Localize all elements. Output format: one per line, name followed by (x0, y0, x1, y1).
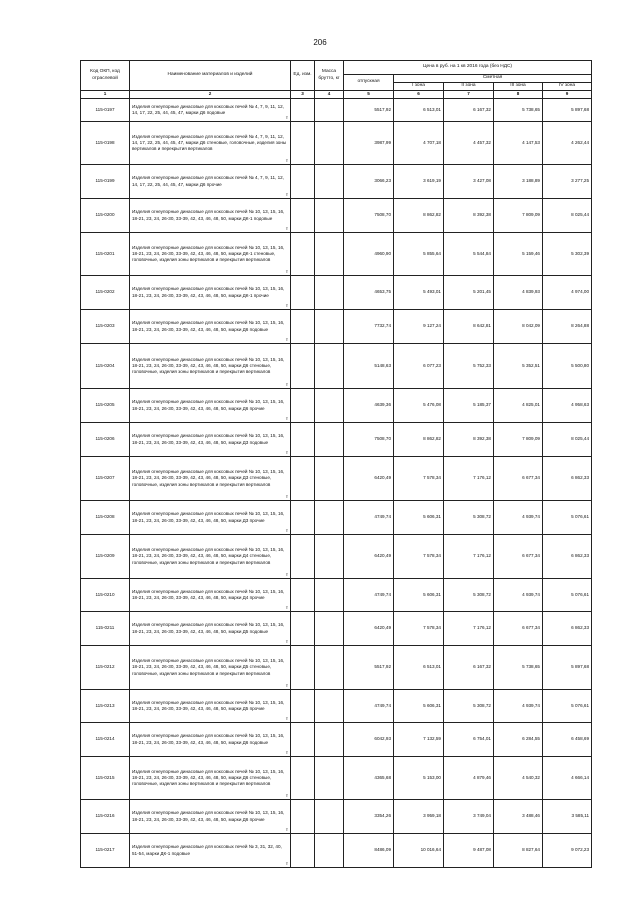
row-name: Изделия огнеупорные динасовые для коксовых печей № 4, 7, 9, 11, 12, 14, 17, 22, 25, 44, 45, 47, марки Д6 подовые (132, 103, 284, 115)
row-name-cell (130, 690, 291, 723)
row-unit: т (285, 604, 288, 610)
row-zone-4-price: 4 666,14 (543, 757, 592, 800)
row-code: 115-0200 (81, 199, 130, 233)
row-zone-4-price: 8 025,44 (543, 423, 592, 457)
row-zone-4-price: 4 958,63 (543, 389, 592, 423)
row-unit: т (285, 302, 288, 308)
column-number: 3 (291, 91, 315, 99)
row-unit: т (285, 638, 288, 644)
row-release-price: 6420,49 (344, 612, 394, 646)
row-mass (315, 199, 344, 233)
row-code: 115-0199 (81, 165, 130, 199)
row-name-cell (130, 501, 291, 535)
row-code: 115-0213 (81, 690, 130, 723)
row-zone-1-price: 7 578,34 (394, 612, 444, 646)
row-zone-3-price: 6 677,34 (494, 535, 543, 579)
table-row (81, 646, 592, 690)
row-mass (315, 310, 344, 344)
row-unit: т (285, 225, 288, 231)
row-code: 115-0214 (81, 723, 130, 757)
row-zone-2-price: 5 185,37 (444, 389, 494, 423)
row-code: 115-0206 (81, 423, 130, 457)
row-release-price: 4749,74 (344, 501, 394, 535)
row-unit-cell (291, 457, 315, 501)
row-zone-1-price: 3 619,19 (394, 165, 444, 199)
row-release-price: 6420,49 (344, 457, 394, 501)
row-zone-2-price: 3 427,08 (444, 165, 494, 199)
row-name: Изделия огнеупорные динасовые для коксовых печей № 4, 7, 9, 11, 12, 14, 17, 22, 25, 44, 45, 47, марки Д6 прочие (132, 175, 284, 187)
row-unit: т (285, 415, 288, 421)
row-name-cell (130, 344, 291, 389)
row-zone-4-price: 5 076,61 (543, 690, 592, 723)
table-row (81, 834, 592, 868)
row-name: Изделия огнеупорные динасовые для коксовых печей № 10, 13, 15, 16, 18-21, 23, 24, 26-30, 33-39, 42, 43, 46, 48, 50, марки Д5 подовые (132, 622, 285, 634)
row-name-cell (130, 165, 291, 199)
table-row (81, 579, 592, 612)
row-zone-3-price: 6 677,34 (494, 457, 543, 501)
column-number: 6 (394, 91, 444, 99)
row-unit-cell (291, 834, 315, 868)
row-zone-3-price: 3 188,89 (494, 165, 543, 199)
row-name: Изделия огнеупорные динасовые для коксовых печей № 10, 13, 15, 16, 18-21, 23, 24, 26-30, 33-39, 42, 43, 46, 48, 50, марки Д6 подовые (132, 320, 285, 332)
row-mass (315, 344, 344, 389)
column-number: 7 (444, 91, 494, 99)
row-zone-2-price: 7 176,12 (444, 535, 494, 579)
table-row (81, 612, 592, 646)
row-mass (315, 122, 344, 165)
row-release-price: 7508,70 (344, 199, 394, 233)
row-unit: т (285, 715, 288, 721)
page-number: 206 (313, 38, 327, 47)
row-release-price: 7732,74 (344, 310, 394, 344)
table-row (81, 199, 592, 233)
table-body (81, 99, 592, 868)
row-release-price: 3987,99 (344, 122, 394, 165)
row-zone-3-price: 5 352,51 (494, 344, 543, 389)
row-zone-4-price: 5 076,61 (543, 501, 592, 535)
row-zone-4-price: 4 262,44 (543, 122, 592, 165)
row-unit-cell (291, 344, 315, 389)
row-name-cell (130, 646, 291, 690)
row-unit: т (285, 157, 288, 163)
row-zone-4-price: 8 264,88 (543, 310, 592, 344)
row-unit: т (285, 527, 288, 533)
row-unit-cell (291, 423, 315, 457)
table-row (81, 535, 592, 579)
row-mass (315, 612, 344, 646)
table-row (81, 344, 592, 389)
row-unit-cell (291, 310, 315, 344)
row-release-price: 4749,74 (344, 690, 394, 723)
row-unit-cell (291, 535, 315, 579)
row-zone-1-price: 6 513,01 (394, 99, 444, 122)
row-code: 115-0209 (81, 535, 130, 579)
row-zone-2-price: 5 308,72 (444, 501, 494, 535)
row-zone-3-price: 4 540,32 (494, 757, 543, 800)
row-mass (315, 423, 344, 457)
row-unit: т (285, 682, 288, 688)
row-name: Изделия огнеупорные динасовые для коксовых печей № 10, 13, 15, 16, 18-21, 23, 24, 26-30, 33-39, 42, 43, 46, 48, 50, марки Д6 подовые (132, 733, 285, 745)
row-mass (315, 646, 344, 690)
row-zone-2-price: 7 176,12 (444, 612, 494, 646)
table-row (81, 276, 592, 310)
row-zone-3-price: 4 939,74 (494, 501, 543, 535)
table-row (81, 389, 592, 423)
column-number: 9 (543, 91, 592, 99)
row-zone-4-price: 6 458,69 (543, 723, 592, 757)
row-zone-3-price: 5 738,65 (494, 646, 543, 690)
row-zone-4-price: 8 025,44 (543, 199, 592, 233)
row-zone-4-price: 5 897,68 (543, 99, 592, 122)
table-row (81, 423, 592, 457)
table-row (81, 122, 592, 165)
row-zone-3-price: 4 939,74 (494, 690, 543, 723)
row-zone-4-price: 6 862,33 (543, 612, 592, 646)
header-unit: Ед. изм. (291, 61, 315, 91)
row-zone-1-price: 5 493,01 (394, 276, 444, 310)
row-name: Изделия огнеупорные динасовые для коксовых печей № 10, 13, 15, 16, 18-21, 23, 24, 26-30, 33-39, 42, 43, 46, 48, 50, марки Д5 прочие (132, 699, 285, 711)
row-zone-2-price: 8 392,38 (444, 423, 494, 457)
header-code: Код ОКП, код отраслевой (81, 61, 130, 91)
row-zone-3-price: 3 488,46 (494, 800, 543, 834)
row-unit: т (285, 449, 288, 455)
column-number-row (81, 91, 592, 99)
column-number: 1 (81, 91, 130, 99)
row-code: 115-0215 (81, 757, 130, 800)
row-name: Изделия огнеупорные динасовые для коксовых печей № 3, 31, 32, 40, 51-54, марки ДК-1 подовые (132, 844, 282, 856)
row-code: 115-0205 (81, 389, 130, 423)
row-name: Изделия огнеупорные динасовые для коксовых печей № 10, 13, 15, 16, 18-21, 23, 24, 26-30, 33-39, 42, 43, 46, 48, 50, марки ДК-1 стеновые, головочные, изделия зоны вертикалов и перекрытия вертикалов (132, 244, 285, 263)
row-name: Изделия огнеупорные динасовые для коксовых печей № 10, 13, 15, 16, 18-21, 23, 24, 26-30, 33-39, 42, 43, 46, 48, 50, марки Д5 стеновые, головочные, изделия зоны вертикалов и перекрытия вертикалов (132, 658, 285, 676)
row-unit-cell (291, 99, 315, 122)
row-zone-4-price: 3 585,11 (543, 800, 592, 834)
table-row (81, 690, 592, 723)
row-zone-2-price: 5 752,33 (444, 344, 494, 389)
row-name: Изделия огнеупорные динасовые для коксовых печей № 10, 13, 15, 16, 18-21, 23, 24, 26-30, 33-39, 42, 43, 46, 48, 50, марки Д4 прочие (132, 588, 285, 600)
row-code: 115-0212 (81, 646, 130, 690)
row-release-price: 4960,90 (344, 233, 394, 276)
row-zone-2-price: 8 642,81 (444, 310, 494, 344)
row-zone-1-price: 4 707,18 (394, 122, 444, 165)
row-release-price: 4365,68 (344, 757, 394, 800)
row-code: 115-0216 (81, 800, 130, 834)
row-name: Изделия огнеупорные динасовые для коксовых печей № 10, 13, 15, 16, 18-21, 23, 24, 26-30, 33-39, 42, 43, 46, 48, 50, марки ДК-1 подовые (132, 209, 285, 221)
row-zone-2-price: 5 201,45 (444, 276, 494, 310)
row-mass (315, 165, 344, 199)
row-zone-2-price: 5 544,84 (444, 233, 494, 276)
row-unit: т (285, 792, 288, 798)
header-zone-3: III зона (494, 83, 543, 91)
row-zone-3-price: 6 284,55 (494, 723, 543, 757)
row-zone-3-price: 4 939,74 (494, 579, 543, 612)
row-zone-2-price: 5 308,72 (444, 579, 494, 612)
row-name: Изделия огнеупорные динасовые для коксовых печей № 10, 13, 15, 16, 18-21, 23, 24, 26-30, 33-39, 42, 43, 46, 48, 50, марки Д6 стеновые, головочные, изделия зоны вертикалов и перекрытия вертикалов (132, 356, 285, 375)
row-mass (315, 800, 344, 834)
row-unit-cell (291, 233, 315, 276)
row-zone-3-price: 7 809,09 (494, 423, 543, 457)
row-name-cell (130, 199, 291, 233)
row-zone-1-price: 5 153,00 (394, 757, 444, 800)
row-zone-4-price: 4 974,00 (543, 276, 592, 310)
row-mass (315, 757, 344, 800)
row-name-cell (130, 457, 291, 501)
row-zone-4-price: 9 072,23 (543, 834, 592, 868)
row-unit: т (285, 493, 288, 499)
row-code: 115-0201 (81, 233, 130, 276)
row-unit-cell (291, 800, 315, 834)
row-zone-1-price: 5 476,08 (394, 389, 444, 423)
row-release-price: 3066,23 (344, 165, 394, 199)
row-zone-3-price: 4 839,93 (494, 276, 543, 310)
row-name: Изделия огнеупорные динасовые для коксовых печей № 10, 13, 15, 16, 18-21, 23, 24, 26-30, 33-39, 42, 43, 46, 48, 50, марки Д3 стеновые, головочные, изделия зоны вертикалов и перекрытия вертикалов (132, 469, 285, 487)
row-name-cell (130, 389, 291, 423)
row-name: Изделия огнеупорные динасовые для коксовых печей № 10, 13, 15, 16, 18-21, 23, 24, 26-30, 33-39, 42, 43, 46, 48, 50, марки Д6 прочие (132, 810, 285, 822)
row-zone-2-price: 4 457,32 (444, 122, 494, 165)
row-zone-3-price: 6 677,34 (494, 612, 543, 646)
row-code: 115-0208 (81, 501, 130, 535)
row-unit-cell (291, 389, 315, 423)
row-name: Изделия огнеупорные динасовые для коксовых печей № 10, 13, 15, 16, 18-21, 23, 24, 26-30, 33-39, 42, 43, 46, 48, 50, марки ДК-1 прочие (132, 286, 285, 298)
row-release-price: 8486,09 (344, 834, 394, 868)
row-unit: т (285, 571, 288, 577)
row-unit: т (285, 268, 288, 274)
header-mass: Масса брутто, кг (315, 61, 344, 91)
row-zone-1-price: 5 606,31 (394, 579, 444, 612)
row-zone-4-price: 3 277,25 (543, 165, 592, 199)
row-zone-1-price: 5 855,64 (394, 233, 444, 276)
row-zone-1-price: 8 862,82 (394, 423, 444, 457)
column-number: 4 (315, 91, 344, 99)
row-release-price: 5517,92 (344, 99, 394, 122)
row-unit-cell (291, 646, 315, 690)
header-release-price: отпускная (344, 75, 394, 91)
row-zone-1-price: 7 578,34 (394, 535, 444, 579)
column-number: 2 (130, 91, 291, 99)
row-release-price: 5517,92 (344, 646, 394, 690)
row-unit-cell (291, 122, 315, 165)
row-unit: т (285, 336, 288, 342)
table-row (81, 165, 592, 199)
row-unit-cell (291, 612, 315, 646)
row-zone-3-price: 8 827,64 (494, 834, 543, 868)
row-name-cell (130, 310, 291, 344)
row-mass (315, 233, 344, 276)
row-unit: т (285, 826, 288, 832)
table-row (81, 457, 592, 501)
row-unit: т (285, 114, 288, 120)
row-name-cell (130, 99, 291, 122)
table-row (81, 757, 592, 800)
row-release-price: 4749,74 (344, 579, 394, 612)
row-zone-1-price: 8 862,82 (394, 199, 444, 233)
row-unit-cell (291, 757, 315, 800)
row-release-price: 4653,75 (344, 276, 394, 310)
column-number: 8 (494, 91, 543, 99)
row-zone-2-price: 8 392,38 (444, 199, 494, 233)
row-zone-2-price: 4 879,46 (444, 757, 494, 800)
row-code: 115-0207 (81, 457, 130, 501)
row-mass (315, 690, 344, 723)
row-code: 115-0204 (81, 344, 130, 389)
table-row (81, 233, 592, 276)
row-unit-cell (291, 276, 315, 310)
row-zone-2-price: 6 167,32 (444, 646, 494, 690)
row-name-cell (130, 800, 291, 834)
row-zone-2-price: 5 308,72 (444, 690, 494, 723)
row-unit-cell (291, 199, 315, 233)
row-code: 115-0210 (81, 579, 130, 612)
row-name: Изделия огнеупорные динасовые для коксовых печей № 10, 13, 15, 16, 18-21, 23, 24, 26-30, 33-39, 42, 43, 46, 48, 50, марки Д6 прочие (132, 399, 285, 411)
row-code: 115-0202 (81, 276, 130, 310)
row-zone-3-price: 7 809,09 (494, 199, 543, 233)
row-code: 115-0211 (81, 612, 130, 646)
row-name-cell (130, 757, 291, 800)
row-name-cell (130, 122, 291, 165)
column-number: 5 (344, 91, 394, 99)
row-zone-1-price: 9 127,24 (394, 310, 444, 344)
row-zone-2-price: 3 749,04 (444, 800, 494, 834)
row-name-cell (130, 535, 291, 579)
row-unit: т (285, 749, 288, 755)
table-row (81, 99, 592, 122)
table-row (81, 501, 592, 535)
row-name-cell (130, 579, 291, 612)
row-zone-2-price: 9 487,08 (444, 834, 494, 868)
row-release-price: 7508,70 (344, 423, 394, 457)
row-release-price: 4639,36 (344, 389, 394, 423)
row-unit-cell (291, 723, 315, 757)
row-zone-1-price: 7 578,34 (394, 457, 444, 501)
row-mass (315, 579, 344, 612)
row-mass (315, 389, 344, 423)
row-mass (315, 457, 344, 501)
row-mass (315, 834, 344, 868)
table-row (81, 310, 592, 344)
row-name: Изделия огнеупорные динасовые для коксовых печей № 10, 13, 15, 16, 18-21, 23, 24, 26-30, 33-39, 42, 43, 46, 48, 50, марки Д4 стеновые, головочные, изделия зоны вертикалов и перекрытия вертикалов (132, 547, 285, 565)
row-zone-1-price: 5 606,31 (394, 501, 444, 535)
row-unit: т (285, 191, 288, 197)
row-mass (315, 723, 344, 757)
row-zone-3-price: 8 042,09 (494, 310, 543, 344)
row-zone-1-price: 6 513,01 (394, 646, 444, 690)
row-mass (315, 501, 344, 535)
row-zone-1-price: 7 132,59 (394, 723, 444, 757)
row-unit-cell (291, 690, 315, 723)
row-zone-2-price: 6 754,01 (444, 723, 494, 757)
row-name: Изделия огнеупорные динасовые для коксовых печей № 10, 13, 15, 16, 18-21, 23, 24, 26-30, 33-39, 42, 43, 46, 48, 50, марки Д3 подовые (132, 433, 285, 445)
row-code: 115-0198 (81, 122, 130, 165)
row-zone-4-price: 5 076,61 (543, 579, 592, 612)
table-row (81, 723, 592, 757)
row-zone-2-price: 6 167,32 (444, 99, 494, 122)
row-name-cell (130, 723, 291, 757)
row-zone-4-price: 6 862,33 (543, 535, 592, 579)
row-name-cell (130, 423, 291, 457)
row-release-price: 6420,49 (344, 535, 394, 579)
row-unit-cell (291, 579, 315, 612)
row-code: 115-0203 (81, 310, 130, 344)
row-release-price: 6042,93 (344, 723, 394, 757)
header-estimate: Сметная (394, 75, 592, 83)
row-mass (315, 99, 344, 122)
row-zone-4-price: 5 302,39 (543, 233, 592, 276)
header-zone-4: IV зона (543, 83, 592, 91)
row-zone-1-price: 3 959,18 (394, 800, 444, 834)
row-name-cell (130, 276, 291, 310)
row-name-cell (130, 612, 291, 646)
header-price-group: Цена в руб. на 1 кв 2016 года (без НДС) (344, 61, 592, 75)
row-release-price: 5148,63 (344, 344, 394, 389)
header-zone-1: I зона (394, 83, 444, 91)
row-zone-3-price: 5 159,46 (494, 233, 543, 276)
row-mass (315, 276, 344, 310)
price-table (80, 60, 592, 868)
row-mass (315, 535, 344, 579)
row-name: Изделия огнеупорные динасовые для коксовых печей № 4, 7, 9, 11, 12, 14, 17, 22, 25, 44, 45, 47, марки Д6 стеновые, головочные, изделия зоны вертикалов и перекрытия вертикалов (132, 133, 287, 152)
row-zone-3-price: 4 147,53 (494, 122, 543, 165)
row-zone-3-price: 4 825,01 (494, 389, 543, 423)
row-zone-2-price: 7 176,12 (444, 457, 494, 501)
row-zone-1-price: 10 016,64 (394, 834, 444, 868)
row-unit: т (285, 860, 288, 866)
row-name-cell (130, 233, 291, 276)
header-name: Наименование материалов и изделий (130, 61, 291, 91)
row-release-price: 3354,26 (344, 800, 394, 834)
row-zone-4-price: 6 862,33 (543, 457, 592, 501)
row-name: Изделия огнеупорные динасовые для коксовых печей № 10, 13, 15, 16, 18-21, 23, 24, 26-30, 33-39, 42, 43, 46, 48, 50, марки Д6 стеновые, головочные, изделия зоны вертикалов и перекрытия вертикалов (132, 768, 285, 787)
row-unit-cell (291, 165, 315, 199)
row-name: Изделия огнеупорные динасовые для коксовых печей № 10, 13, 15, 16, 18-21, 23, 24, 26-30, 33-39, 42, 43, 46, 48, 50, марки Д3 прочие (132, 511, 285, 523)
row-zone-1-price: 6 077,23 (394, 344, 444, 389)
row-zone-1-price: 5 606,31 (394, 690, 444, 723)
row-unit-cell (291, 501, 315, 535)
header-zone-2: II зона (444, 83, 494, 91)
row-code: 115-0217 (81, 834, 130, 868)
row-unit: т (285, 381, 288, 387)
row-code: 115-0197 (81, 99, 130, 122)
row-zone-4-price: 5 897,68 (543, 646, 592, 690)
row-zone-4-price: 5 500,80 (543, 344, 592, 389)
table-row (81, 800, 592, 834)
row-name-cell (130, 834, 291, 868)
row-zone-3-price: 5 738,65 (494, 99, 543, 122)
